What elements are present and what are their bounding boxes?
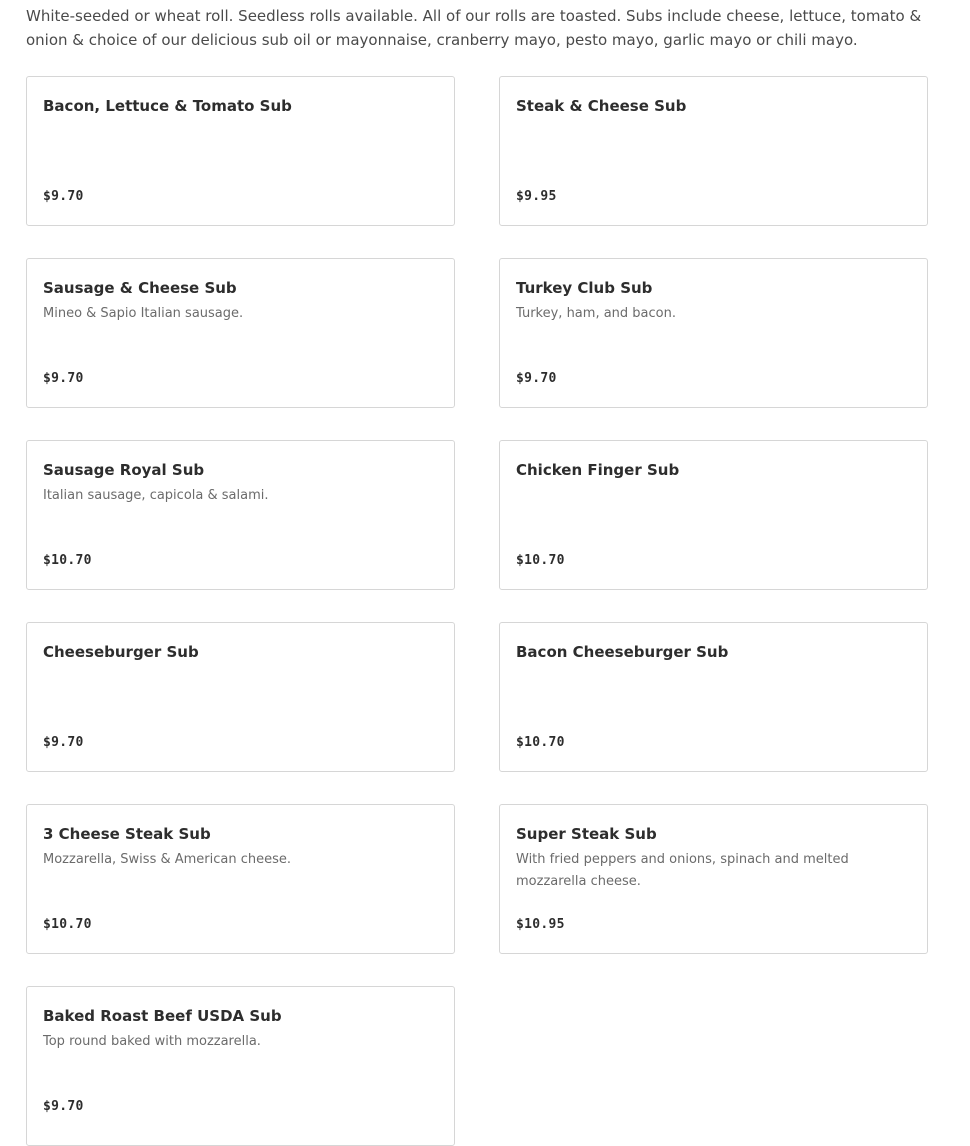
item-price: $9.70	[43, 1099, 84, 1114]
menu-item-card[interactable]	[499, 804, 928, 954]
item-description: Italian sausage, capicola & salami.	[43, 488, 269, 503]
item-name: Sausage Royal Sub	[43, 461, 205, 479]
item-description: Turkey, ham, and bacon.	[516, 306, 676, 321]
menu-item-card[interactable]	[499, 622, 928, 772]
item-name: Bacon Cheeseburger Sub	[516, 643, 729, 661]
menu-item-card[interactable]	[499, 76, 928, 226]
menu-item-card[interactable]	[26, 804, 455, 954]
item-name: Sausage & Cheese Sub	[43, 279, 237, 297]
item-price: $9.70	[43, 735, 84, 750]
item-description: Top round baked with mozzarella.	[43, 1034, 261, 1049]
item-name: Super Steak Sub	[516, 825, 657, 843]
item-name: Chicken Finger Sub	[516, 461, 680, 479]
item-name: Steak & Cheese Sub	[516, 97, 687, 115]
item-price: $9.70	[43, 189, 84, 204]
menu-item-card[interactable]	[26, 76, 455, 226]
item-price: $9.70	[43, 371, 84, 386]
item-name: 3 Cheese Steak Sub	[43, 825, 211, 843]
item-name: Turkey Club Sub	[516, 279, 653, 297]
menu-item-card[interactable]	[499, 258, 928, 408]
item-price: $10.70	[516, 735, 565, 750]
item-name: Cheeseburger Sub	[43, 643, 199, 661]
menu-item-card[interactable]	[26, 258, 455, 408]
menu-item-card[interactable]	[26, 622, 455, 772]
section-description: White-seeded or wheat roll. Seedless rolls available. All of our rolls are toasted. Subs include cheese, lettuce, tomato & onion & choice of our delicious sub oil or mayonnaise, cranberry mayo, pesto mayo, garlic mayo or chili mayo.	[26, 7, 922, 49]
item-name: Baked Roast Beef USDA Sub	[43, 1007, 282, 1025]
item-description: With fried peppers and onions, spinach and melted mozzarella cheese.	[516, 852, 849, 889]
item-price: $9.70	[516, 371, 557, 386]
menu-item-card[interactable]	[499, 440, 928, 590]
item-name: Bacon, Lettuce & Tomato Sub	[43, 97, 292, 115]
item-price: $9.95	[516, 189, 557, 204]
item-price: $10.95	[516, 917, 565, 932]
item-description: Mineo & Sapio Italian sausage.	[43, 306, 244, 321]
item-price: $10.70	[43, 917, 92, 932]
menu-item-card[interactable]	[26, 986, 455, 1146]
menu-item-card[interactable]	[26, 440, 455, 590]
item-description: Mozzarella, Swiss & American cheese.	[43, 852, 292, 867]
menu-items-grid	[26, 76, 928, 1146]
item-price: $10.70	[516, 553, 565, 568]
item-price: $10.70	[43, 553, 92, 568]
